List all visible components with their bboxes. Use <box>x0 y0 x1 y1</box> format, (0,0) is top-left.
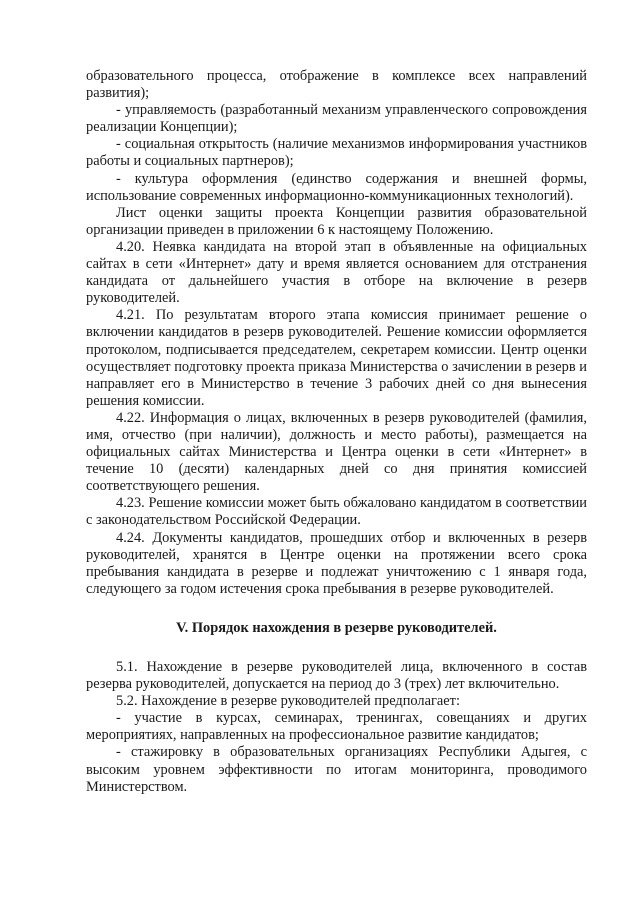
list-item-internship: - стажировку в образовательных организациях Республики Адыгея, с высоким уровнем эффективности по итогам мониторинга, проводимого Министерством. <box>86 744 587 795</box>
paragraph-continuation: образовательного процесса, отображение в комплексе всех направлений развития); <box>86 68 587 102</box>
criterion-design-culture: - культура оформления (единство содержания и внешней формы, использование современных информационно-коммуникационных технологий). <box>86 170 587 204</box>
clause-5-1: 5.1. Нахождение в резерве руководителей лица, включенного в состав резерва руководителей, допускается на период до 3 (трех) лет включительно. <box>86 659 587 693</box>
criterion-manageability: - управляемость (разработанный механизм управленческого сопровождения реализации Концепции); <box>86 102 587 136</box>
clause-5-2: 5.2. Нахождение в резерве руководителей предполагает: <box>116 693 460 710</box>
paragraph-evaluation-sheet: Лист оценки защиты проекта Концепции развития образовательной организации приведен в приложении 6 к настоящему Положению. <box>86 204 587 238</box>
criterion-social-openness: - социальная открытость (наличие механизмов информирования участников работы и социальных партнеров); <box>86 136 587 170</box>
list-item-courses: - участие в курсах, семинарах, тренингах, совещаниях и других мероприятиях, направленных на профессиональное развитие кандидатов; <box>86 710 587 744</box>
clause-4-23: 4.23. Решение комиссии может быть обжаловано кандидатом в соответствии с законодательством Российской Федерации. <box>86 495 587 529</box>
section-heading: V. Порядок нахождения в резерве руководителей. <box>176 619 497 636</box>
clause-4-20: 4.20. Неявка кандидата на второй этап в объявленные на официальных сайтах в сети «Интернет» дату и время является основанием для отстранения кандидата от дальнейшего участия в отборе на включение в резерв руководителей. <box>86 238 587 307</box>
clause-4-21: 4.21. По результатам второго этапа комиссия принимает решение о включении кандидатов в резерв руководителей. Решение комиссии оформляется протоколом, подписывается председателем, секретарем комиссии. Центр оценки осуществляет подготовку проекта приказа Министерства о зачислении в резерв и направляет его в Министерство в течение 3 рабочих дней со дня вынесения решения комиссии. <box>86 307 587 409</box>
document-body <box>86 68 587 796</box>
clause-4-22: 4.22. Информация о лицах, включенных в резерв руководителей (фамилия, имя, отчество (при наличии), должность и место работы), размещается на официальных сайтах Министерства и Центра оценки в сети «Интернет» в течение 10 (десяти) календарных дней со дня принятия комиссией соответствующего решения. <box>86 409 587 495</box>
clause-4-24: 4.24. Документы кандидатов, прошедших отбор и включенных в резерв руководителей, хранятся в Центре оценки на протяжении всего срока пребывания кандидата в резерве и подлежат уничтожению с 1 января года, следующего за годом истечения срока пребывания в резерве руководителей. <box>86 529 587 597</box>
